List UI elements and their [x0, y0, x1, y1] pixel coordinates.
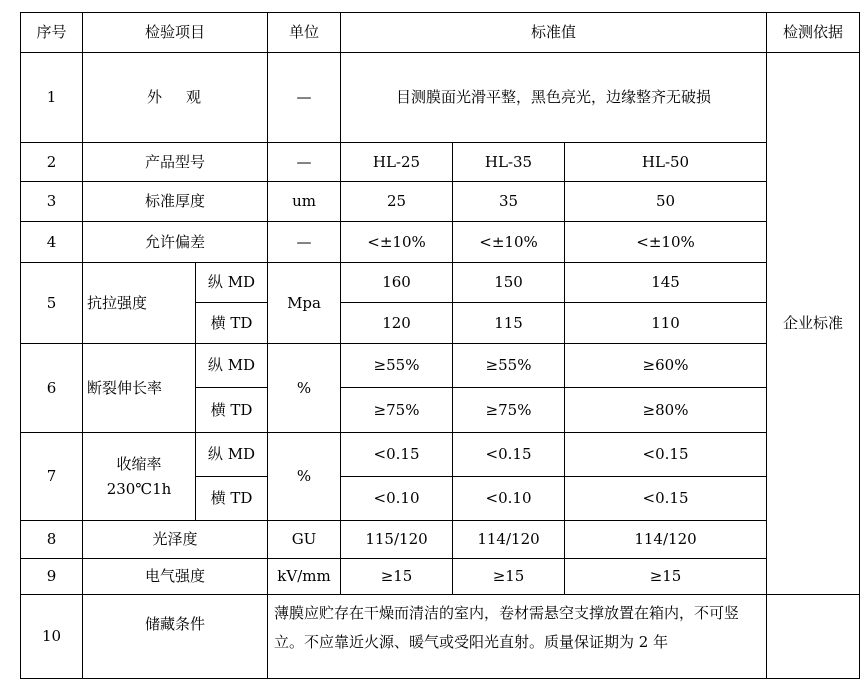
item-line: 收缩率	[116, 454, 162, 473]
unit-cell: —	[268, 222, 341, 263]
value-cell: 35	[453, 182, 565, 222]
value-cell: <±10%	[565, 222, 767, 263]
unit-cell: Mpa	[268, 263, 341, 344]
item-cell: 标准厚度	[83, 182, 268, 222]
value-cell: ≥75%	[453, 388, 565, 433]
item-cell: 光泽度	[83, 521, 268, 559]
unit-cell: GU	[268, 521, 341, 559]
value-cell: <±10%	[341, 222, 453, 263]
direction-cell: 纵 MD	[196, 344, 268, 388]
table-row	[21, 344, 860, 388]
value-cell: <±10%	[453, 222, 565, 263]
seq-cell: 9	[21, 559, 83, 595]
seq-cell: 1	[21, 53, 83, 143]
header-basis: 检测依据	[767, 13, 860, 53]
table-row	[21, 595, 860, 679]
table-row	[21, 433, 860, 477]
header-standard: 标准值	[341, 13, 767, 53]
value-cell: ≥15	[565, 559, 767, 595]
direction-cell: 纵 MD	[196, 433, 268, 477]
value-cell: <0.15	[453, 433, 565, 477]
empty-cell	[767, 595, 860, 679]
value-cell: HL-25	[341, 143, 453, 182]
value-cell: 150	[453, 263, 565, 303]
header-item: 检验项目	[83, 13, 268, 53]
seq-cell: 7	[21, 433, 83, 521]
item-cell: 储藏条件	[83, 595, 268, 679]
value-cell: 120	[341, 303, 453, 344]
value-cell: ≥55%	[341, 344, 453, 388]
value-cell: <0.15	[341, 433, 453, 477]
seq-cell: 6	[21, 344, 83, 433]
value-cell: ≥15	[341, 559, 453, 595]
item-cell: 断裂伸长率	[83, 344, 196, 433]
value-cell: HL-35	[453, 143, 565, 182]
item-cell: 外观	[83, 53, 268, 143]
direction-cell: 横 TD	[196, 303, 268, 344]
seq-cell: 5	[21, 263, 83, 344]
item-cell: 允许偏差	[83, 222, 268, 263]
unit-cell: %	[268, 344, 341, 433]
value-cell: 50	[565, 182, 767, 222]
seq-cell: 2	[21, 143, 83, 182]
value-cell: 115	[453, 303, 565, 344]
storage-note: 薄膜应贮存在干燥而清洁的室内，卷材需悬空支撑放置在箱内，不可竖立。不应靠近火源、暖气或受阳光直射。质量保证期为 2 年	[268, 595, 767, 679]
value-cell: HL-50	[565, 143, 767, 182]
table-row	[21, 559, 860, 595]
value-cell: 160	[341, 263, 453, 303]
unit-cell: kV/mm	[268, 559, 341, 595]
value-cell: <0.10	[453, 477, 565, 521]
header-seq: 序号	[21, 13, 83, 53]
value-cell: 114/120	[453, 521, 565, 559]
seq-cell: 4	[21, 222, 83, 263]
spec-table	[20, 12, 860, 679]
value-cell: 145	[565, 263, 767, 303]
value-cell: ≥55%	[453, 344, 565, 388]
table-row	[21, 222, 860, 263]
table-row	[21, 53, 860, 143]
item-cell	[83, 433, 196, 521]
seq-cell: 10	[21, 595, 83, 679]
direction-cell: 纵 MD	[196, 263, 268, 303]
unit-cell: —	[268, 143, 341, 182]
unit-cell: um	[268, 182, 341, 222]
value-cell: <0.10	[341, 477, 453, 521]
table-row	[21, 263, 860, 303]
value-cell: 25	[341, 182, 453, 222]
table-row	[21, 182, 860, 222]
basis-cell: 企业标准	[767, 53, 860, 595]
header-row	[21, 13, 860, 53]
unit-cell: %	[268, 433, 341, 521]
table-row	[21, 143, 860, 182]
value-cell: 115/120	[341, 521, 453, 559]
value-cell: ≥75%	[341, 388, 453, 433]
header-unit: 单位	[268, 13, 341, 53]
seq-cell: 8	[21, 521, 83, 559]
item-cell: 电气强度	[83, 559, 268, 595]
value-cell: 110	[565, 303, 767, 344]
item-cell: 产品型号	[83, 143, 268, 182]
value-cell: <0.15	[565, 477, 767, 521]
value-cell: 114/120	[565, 521, 767, 559]
item-cell: 抗拉强度	[83, 263, 196, 344]
direction-cell: 横 TD	[196, 388, 268, 433]
item-line: 230℃1h	[106, 479, 172, 498]
unit-cell: —	[268, 53, 341, 143]
value-cell: ≥15	[453, 559, 565, 595]
value-cell: 目测膜面光滑平整，黑色亮光，边缘整齐无破损	[341, 53, 767, 143]
seq-cell: 3	[21, 182, 83, 222]
table-row	[21, 521, 860, 559]
value-cell: ≥80%	[565, 388, 767, 433]
value-cell: ≥60%	[565, 344, 767, 388]
value-cell: <0.15	[565, 433, 767, 477]
direction-cell: 横 TD	[196, 477, 268, 521]
